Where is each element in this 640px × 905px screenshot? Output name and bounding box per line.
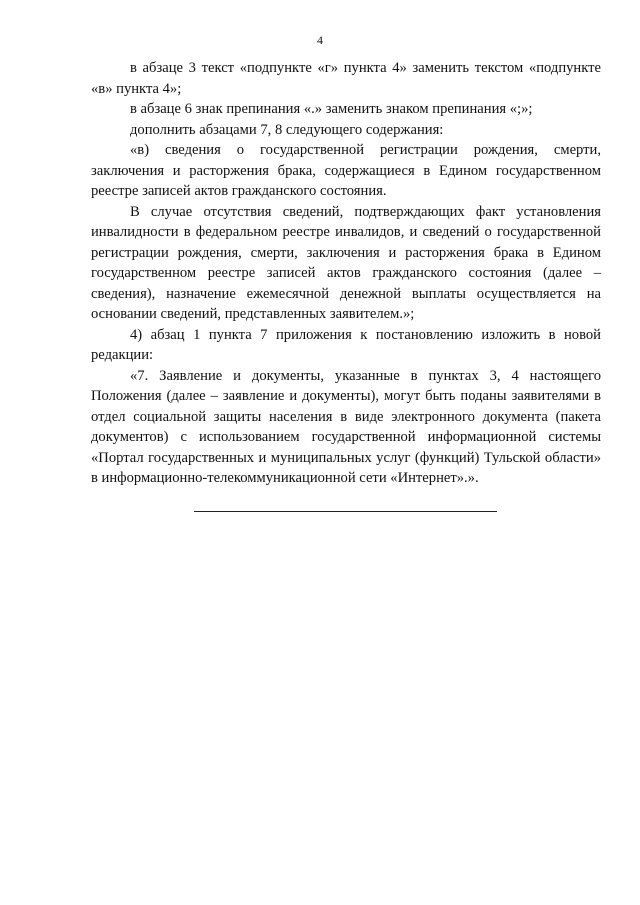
end-of-document-rule	[194, 511, 497, 512]
paragraph-7: «7. Заявление и документы, указанные в пунктах 3, 4 настоящего Положения (далее – заявление и документы), могут быть поданы заявителями в отдел социальной защиты населения в виде электронного документа (пакета документов) с использованием государственной информационной системы «Портал государственных и муниципальных услуг (функций) Тульской области» в информационно-телекоммуникационной сети «Интернет».».	[91, 367, 601, 486]
paragraph-5: В случае отсутствия сведений, подтверждающих факт установления инвалидности в федеральном реестре инвалидов, и сведений о государственной регистрации рождения, смерти, заключения и расторжения брака в Едином государственном реестре записей актов гражданского состояния (далее – сведения), назначение ежемесячной денежной выплаты осуществляется на основании сведений, представленных заявителем.»;	[91, 203, 601, 322]
document-body	[91, 58, 601, 489]
paragraph-2: в абзаце 6 знак препинания «.» заменить знаком препинания «;»;	[130, 101, 533, 117]
paragraph-4: «в) сведения о государственной регистрации рождения, смерти, заключения и расторжения брака, содержащиеся в Едином государственном реестре записей актов гражданского состояния.	[91, 142, 601, 199]
paragraph-3: дополнить абзацами 7, 8 следующего содержания:	[130, 121, 444, 138]
page-number: 4	[317, 33, 323, 47]
paragraph-6: 4) абзац 1 пункта 7 приложения к постановлению изложить в новой редакции:	[91, 326, 601, 363]
paragraph-1: в абзаце 3 текст «подпункте «г» пункта 4» заменить текстом «подпункте «в» пункта 4»;	[91, 60, 601, 97]
